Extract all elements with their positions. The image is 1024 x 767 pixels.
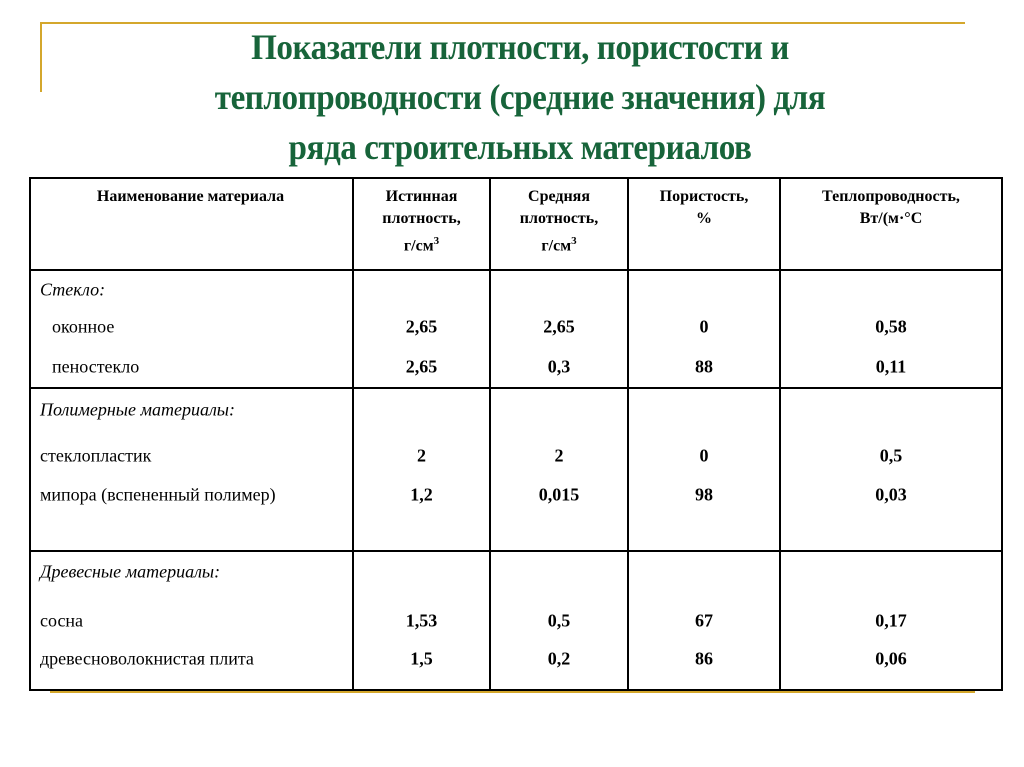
porosity-value: 98 (695, 484, 713, 505)
header-text: % (696, 210, 712, 227)
true-density-value: 1,53 (405, 610, 438, 631)
group-heading: Полимерные материалы: (40, 399, 235, 420)
header-text: Средняя (528, 188, 590, 205)
porosity-value: 0 (699, 445, 709, 466)
material-name: оконное (52, 316, 115, 337)
material-name: мипора (вспененный полимер) (40, 484, 276, 505)
conductivity-value: 0,17 (875, 610, 907, 631)
conductivity-value: 0,58 (875, 316, 907, 337)
bottom-accent-line (50, 691, 975, 693)
table-border (29, 269, 1003, 271)
material-name: пеностекло (52, 356, 140, 377)
true-density-value: 2 (417, 445, 426, 466)
slide-title (60, 22, 980, 172)
table-border (29, 177, 31, 691)
left-accent-line (40, 22, 42, 92)
material-name: сосна (40, 610, 84, 631)
header-text: Истинная (385, 188, 458, 205)
avg-density-value: 0,3 (547, 356, 571, 377)
table-border (29, 177, 1003, 179)
header-text: Теплопроводность, (822, 188, 960, 205)
group-heading: Древесные материалы: (40, 561, 221, 582)
conductivity-value: 0,03 (875, 484, 907, 505)
title-line: ряда строительных материалов (288, 127, 752, 167)
conductivity-value: 0,06 (875, 648, 907, 669)
porosity-value: 0 (699, 316, 709, 337)
header-porosity (628, 186, 780, 230)
header-text: плотность, (382, 210, 461, 227)
conductivity-value: 0,5 (879, 445, 903, 466)
avg-density-value: 2 (554, 445, 564, 466)
header-text: Пористость, (659, 188, 749, 205)
header-true-density (353, 186, 490, 257)
porosity-value: 86 (695, 648, 713, 669)
header-conductivity (780, 186, 1002, 230)
porosity-value: 67 (695, 610, 713, 631)
true-density-value: 2,65 (405, 316, 438, 337)
true-density-value: 2,65 (405, 356, 438, 377)
conductivity-value: 0,11 (875, 356, 907, 377)
table-border (29, 387, 1003, 389)
header-name: Наименование материала (96, 188, 285, 205)
true-density-value: 1,5 (410, 648, 433, 669)
table-border (29, 689, 1003, 691)
header-text: г/см (403, 237, 434, 255)
header-text: Вт/(м·°С (859, 210, 923, 227)
true-density-value: 1,2 (410, 484, 433, 505)
avg-density-value: 0,2 (547, 648, 571, 669)
group-heading: Стекло: (40, 279, 106, 300)
porosity-value: 88 (695, 356, 713, 377)
material-name: древесноволокнистая плита (40, 648, 254, 669)
header-text: г/см (541, 237, 572, 255)
header-avg-density (490, 186, 628, 257)
table-border (29, 550, 1003, 552)
title-line: теплопроводности (средние значения) для (214, 77, 826, 117)
avg-density-value: 0,5 (547, 610, 571, 631)
header-sup: 3 (571, 235, 577, 247)
avg-density-value: 2,65 (543, 316, 575, 337)
header-sup: 3 (433, 235, 440, 247)
header-text: плотность, (519, 210, 599, 227)
material-name: стеклопластик (40, 445, 152, 466)
title-line: Показатели плотности, пористости и (251, 27, 789, 67)
avg-density-value: 0,015 (538, 484, 580, 505)
